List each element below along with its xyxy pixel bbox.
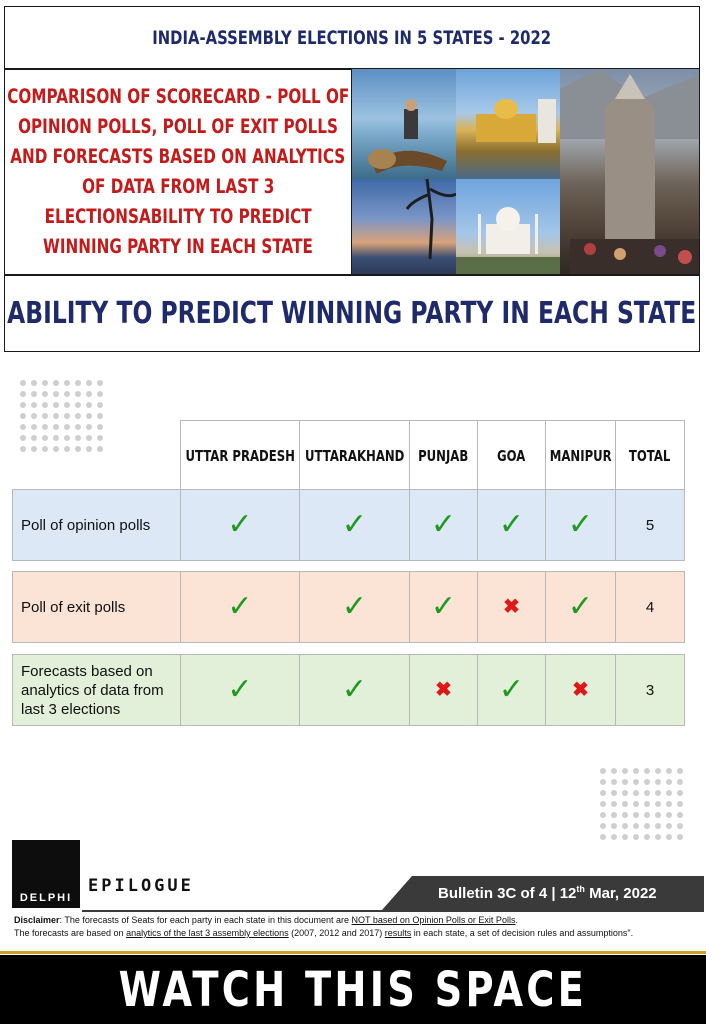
table-row: [12, 489, 685, 561]
column-header: TOTAL: [615, 421, 685, 490]
row-label: Forecasts based on analytics of data from last 3 elections: [12, 655, 180, 725]
result-cell: [180, 655, 299, 725]
result-cell: [545, 572, 615, 642]
delphi-logo: [12, 840, 80, 908]
kedarnath-temple-photo: [560, 69, 699, 275]
boat-lake-photo: [352, 69, 456, 179]
result-cell: [299, 572, 409, 642]
intro-line: OPINION POLLS, POLL OF EXIT POLLS: [18, 115, 338, 138]
check-icon: ✓: [498, 508, 525, 541]
header-title-box: [4, 6, 700, 70]
decorative-dots-bottom: [600, 768, 688, 845]
total-cell: 4: [615, 572, 685, 642]
brand-name: DELPHI: [19, 892, 73, 904]
check-icon: ✓: [341, 508, 368, 541]
column-header: GOA: [477, 421, 545, 490]
table-row: [12, 654, 685, 726]
disclaimer: Disclaimer: The forecasts of Seats for each party in each state in this document are NOT based on Opinion Polls or Exit Polls. The forecasts are based on analytics of the last 3 assembly elections (2007, 2012 and 2017) results in each state, a set of decision rules and assumptions".: [14, 915, 634, 938]
result-cell: [477, 572, 545, 642]
row-label: Poll of opinion polls: [12, 490, 180, 560]
intro-line: COMPARISON OF SCORECARD - POLL OF: [6, 85, 350, 108]
result-cell: [180, 490, 299, 560]
result-cell: [477, 490, 545, 560]
intro-box: [4, 68, 700, 276]
result-cell: [409, 655, 477, 725]
total-cell: 3: [615, 655, 685, 725]
column-header: MANIPUR: [545, 421, 615, 490]
check-icon: ✓: [430, 508, 457, 541]
sunset-lake-photo: [352, 179, 456, 275]
divider: [0, 951, 706, 954]
taj-mahal-photo: [456, 179, 560, 275]
result-cell: [477, 655, 545, 725]
cross-icon: ✖: [572, 679, 589, 701]
table-header: [180, 420, 685, 490]
intro-line: AND FORECASTS BASED ON ANALYTICS: [10, 145, 346, 168]
table-row: [12, 571, 685, 643]
result-cell: [545, 490, 615, 560]
check-icon: ✓: [341, 673, 368, 706]
section-title-box: [4, 274, 700, 352]
golden-temple-photo: [456, 69, 560, 179]
result-cell: [545, 655, 615, 725]
intro-text: [5, 69, 352, 275]
total-cell: 5: [615, 490, 685, 560]
banner-text: WATCH THIS SPACE: [118, 961, 588, 1018]
check-icon: ✓: [498, 673, 525, 706]
check-icon: ✓: [567, 508, 594, 541]
intro-line: OF DATA FROM LAST 3: [81, 175, 275, 198]
result-cell: [180, 572, 299, 642]
result-cell: [299, 655, 409, 725]
header-title: INDIA-ASSEMBLY ELECTIONS IN 5 STATES - 2022: [152, 27, 552, 49]
section-title: ABILITY TO PREDICT WINNING PARTY IN EACH STATE: [7, 295, 697, 331]
watch-banner: [0, 955, 706, 1024]
result-cell: [409, 490, 477, 560]
photo-collage: [352, 69, 699, 275]
scorecard-table: [12, 420, 685, 730]
result-cell: [299, 490, 409, 560]
check-icon: ✓: [227, 508, 253, 541]
cross-icon: ✖: [435, 679, 452, 701]
epilogue-label: EPILOGUE: [88, 876, 194, 896]
cross-icon: ✖: [503, 596, 520, 618]
bulletin-label: Bulletin 3C of 4 | 12th Mar, 2022: [438, 884, 657, 902]
column-header: PUNJAB: [409, 421, 477, 490]
check-icon: ✓: [341, 590, 368, 623]
column-header: UTTAR PRADESH: [180, 421, 299, 490]
check-icon: ✓: [567, 590, 594, 623]
result-cell: [409, 572, 477, 642]
check-icon: ✓: [430, 590, 457, 623]
check-icon: ✓: [227, 673, 253, 706]
column-header: UTTARAKHAND: [299, 421, 409, 490]
intro-line: WINNING PARTY IN EACH STATE: [43, 235, 313, 258]
check-icon: ✓: [227, 590, 253, 623]
intro-line: ELECTIONSABILITY TO PREDICT: [44, 205, 312, 228]
row-label: Poll of exit polls: [12, 572, 180, 642]
